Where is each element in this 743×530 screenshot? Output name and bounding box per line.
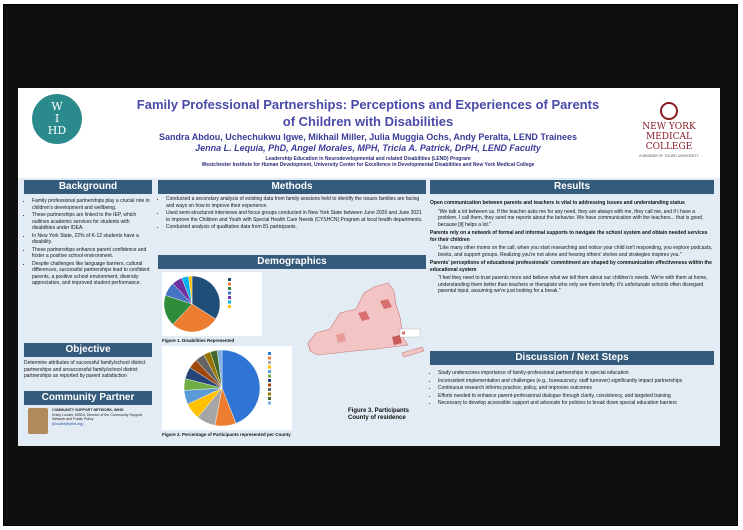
- institution-line-2: Westchester Institute for Human Development, University Center for Excellence in Developmental Disabilities and New York Medical College: [201, 162, 535, 168]
- results-heading: Results: [430, 180, 714, 194]
- fig3-caption-2: County of residence: [348, 415, 406, 421]
- fig1-slice-legend-swatch-6: [228, 305, 231, 308]
- nymc-tagline: A MEMBER OF TOURO UNIVERSITY: [639, 154, 699, 158]
- discussion-item: • Study underscores importance of family-professional partnerships in special education: [438, 370, 714, 377]
- demographics-heading: Demographics: [158, 255, 426, 269]
- background-heading: Background: [24, 180, 152, 194]
- authors: [108, 132, 628, 154]
- partner-info: [52, 408, 147, 426]
- methods-item: • Used semi-structured interviews and focus groups conducted in New York State between June 2020 and June 2021 to improve the Children and Youth with Special Health Care Needs (CYSHCN) Program at local health departments.: [166, 210, 426, 223]
- nymc-logo: [626, 102, 712, 164]
- fig1-slice-legend-swatch-0: [228, 278, 231, 281]
- fig2-caption: Figure 2. Percentage of Participants represented per County: [162, 432, 291, 437]
- background-item: • Despite challenges like language barriers, cultural differences, successful partnerships lead to confident parents, a positive school environment, diversity appreciation, and improved student performance.: [32, 261, 152, 287]
- methods-list: [158, 196, 426, 231]
- methods-text: [158, 196, 426, 232]
- result-quote-1: "We talk a lot between us. If the teacher asks me for any need, they are always with me, they call me, and if I have a problem, I call them, they send me reports about the behavior. We have communication with the teachers... that is good, because [it] helps a lot.": [438, 208, 704, 228]
- fig2-slice-legend-swatch-9: [268, 393, 271, 396]
- result-theme-1: Open communication between parents and teachers is vital to addressing issues and understanding status: [430, 200, 685, 206]
- institution-line-1: Leadership Education in Neurodevelopmental and related Disabilities (LEND) Program: [265, 156, 471, 162]
- discussion-heading: Discussion / Next Steps: [430, 351, 714, 365]
- ny-map-shape: [296, 273, 426, 373]
- background-item: • Family professional partnerships play a crucial role in children's development and wellbeing.: [32, 198, 152, 211]
- partner-person: Kristy Louder, MSEd, Director of the Community Support Network and Public Policy: [52, 412, 143, 422]
- title-line-2: of Children with Disabilities: [282, 114, 454, 129]
- fig2-slice-legend-swatch-7: [268, 384, 271, 387]
- fig2-chart: [162, 346, 292, 430]
- nymc-name-2: MEDICAL COLLEGE: [645, 132, 693, 152]
- authors-faculty: Jenna L. Lequia, PhD, Angel Morales, MPH, Tricia A. Patrick, DrPH, LEND Faculty: [195, 143, 541, 153]
- poster-title: [108, 96, 628, 130]
- poster-header: [18, 88, 720, 178]
- logo-letter-hd: HD: [47, 124, 67, 137]
- discussion-item: • Inconsistent implementation and challenges (e.g., bureaucracy, staff turnover) significantly impact partnerships: [438, 378, 714, 385]
- fig2-slice-legend-swatch-6: [268, 379, 271, 382]
- methods-item: • Conducted analysis of qualitative data from 81 participants.: [166, 224, 426, 231]
- wihd-logo: [32, 94, 82, 144]
- nymc-name-1: NEW YORK: [642, 122, 696, 132]
- methods-item: • Conducted a secondary analysis of existing data from family sessions held to identify the issues families are facing and ways on how to improve their experience.: [166, 196, 426, 209]
- background-text: [24, 198, 152, 288]
- title-line-1: Family Professional Partnerships: Perceptions and Experiences of Parents: [136, 97, 600, 112]
- fig1-slice-legend-swatch-2: [228, 287, 231, 290]
- logo-letter-i: I: [54, 112, 60, 125]
- fig2-slice-legend-swatch-2: [268, 361, 271, 364]
- discussion-item: • Continuous research informs practice, policy, and improves outcomes: [438, 385, 714, 392]
- fig2-slice-legend-swatch-1: [268, 357, 271, 360]
- results-text: [430, 198, 714, 297]
- background-item: • In New York State, 22% of K-12 students have a disability.: [32, 233, 152, 246]
- result-quote-3: "I feel they need to trust parents more and believe what we tell them about our children's needs. We're with them at home, understanding them better than teachers or therapists who only see them briefly. It's unfortunate schools often disregard parental input, assuming we're just looking for a break.": [438, 275, 708, 294]
- result-quote-2: "Like many other moms on the call, when you start researching and notice your child isn't responding, you explore podcasts, books, and support groups. Realizing you're not alone and hearing others' stories and strategies inspires you.": [438, 245, 713, 258]
- objective-text: Determine attributes of successful family/school district partnerships and unsuccessful family/school district partnerships as reported by parent satisfaction: [24, 360, 146, 379]
- fig3-caption-1: Figure 3. Participants: [348, 408, 410, 414]
- fig2-slice-legend-swatch-3: [268, 366, 271, 369]
- result-theme-3: Parents' perceptions of educational professionals' commitment are shaped by communication effectiveness within the educational system: [430, 260, 712, 273]
- discussion-list: [430, 370, 714, 407]
- nymc-crest-icon: [660, 102, 678, 120]
- discussion-item: • Efforts needed to enhance parent-professional dialogue through clarity, consistency, and targeted training: [438, 393, 714, 400]
- fig2-slice-legend-swatch-0: [268, 352, 271, 355]
- fig3-caption: [348, 408, 418, 422]
- fig2-slice-legend-swatch-10: [268, 397, 271, 400]
- background-item: • These partnerships are linked to the IEP, which outlines academic services for students with disabilities under IDEA.: [32, 212, 152, 232]
- fig2-slice-legend-swatch-8: [268, 388, 271, 391]
- fig1-slice-legend-swatch-5: [228, 301, 231, 304]
- discussion-text: [430, 370, 714, 408]
- institution: [108, 156, 628, 168]
- fig2-pie: [162, 346, 292, 430]
- fig1-pie: [162, 272, 262, 336]
- community-heading: Community Partner: [24, 391, 152, 405]
- fig1-slice-legend-swatch-4: [228, 296, 231, 299]
- background-list: [24, 198, 152, 287]
- partner-org: COMMUNITY SUPPORT NETWORK, WIHD: [52, 408, 124, 412]
- methods-heading: Methods: [158, 180, 426, 194]
- discussion-item: • Necessary to develop accessible support and advocate for policies to break down special education barriers: [438, 400, 714, 407]
- logo-letter-w: W: [51, 100, 63, 113]
- fig1-slice-legend-swatch-3: [228, 292, 231, 295]
- objective-heading: Objective: [24, 343, 152, 357]
- partner-photo: [28, 408, 48, 434]
- fig2-slice-legend-swatch-4: [268, 370, 271, 373]
- background-item: • These partnerships enhance parent confidence and foster a positive school environment.: [32, 247, 152, 260]
- fig1-slice-legend-swatch-1: [228, 283, 231, 286]
- fig1-caption: Figure 1. Disabilities Represented: [162, 338, 235, 343]
- result-theme-2: Parents rely on a network of formal and informal supports to navigate the school system and obtain needed services for their children: [430, 230, 708, 243]
- fig1-chart: [162, 272, 262, 336]
- fig2-slice-legend-swatch-5: [268, 375, 271, 378]
- authors-trainees: Sandra Abdou, Uchechukwu Igwe, Mikhail Miller, Julia Muggia Ochs, Andy Peralta, LEND Trainees: [159, 132, 577, 142]
- fig2-slice-legend-swatch-11: [268, 402, 271, 405]
- partner-email: (klouder@wihd.org): [52, 421, 84, 426]
- ny-county-map: [296, 273, 426, 373]
- poster: [18, 88, 720, 446]
